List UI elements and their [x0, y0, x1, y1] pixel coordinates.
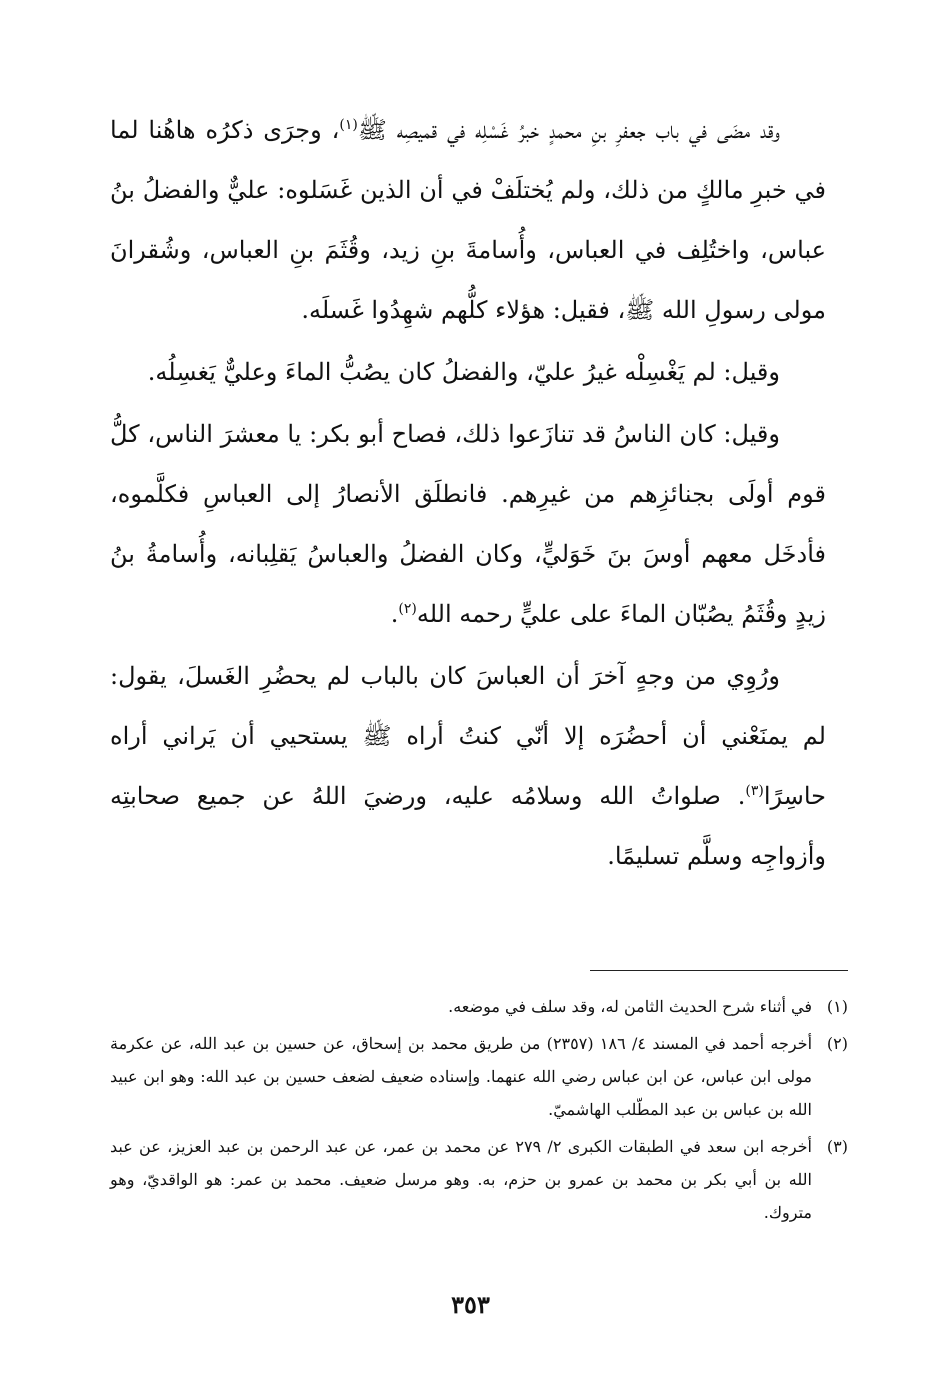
- paragraph-text: ورُوِي من وجهٍ آخرَ أن العباسَ كان بالباب لم يحضُرِ الغَسلَ، يقول: لم يمنَعْني أن أحضُرَه إلا أنّي كنتُ أراه ﷺ يستحيي أن يَراني أراه حاسِرًا: [110, 662, 826, 810]
- footnotes: [110, 990, 848, 1233]
- footnote-3: [110, 1130, 848, 1229]
- footnote-ref: (١): [339, 117, 358, 133]
- page-number: ٣٥٣: [451, 1290, 490, 1319]
- footnote-number: (١): [826, 997, 848, 1016]
- footnote-text: أخرجه أحمد في المسند ٤/ ١٨٦ (٢٣٥٧) من طريق محمد بن إسحاق، عن حسين بن عبد الله، عن عكرمة مولى ابن عباس، عن ابن عباس رضي الله عنهما. وإسناده ضعيف لضعف حسين بن عبد الله: وهو ابن عبيد الله بن عباس بن عبد المطّلب الهاشميّ.: [110, 1034, 813, 1119]
- footnote-number: (٣): [826, 1137, 848, 1156]
- footnote-text: في أثناء شرح الحديث الثامن له، وقد سلف في موضعه.: [448, 997, 812, 1016]
- paragraph-text: وقيل: لم يَغْسِلْه غيرُ عليّ، والفضلُ كان يصُبُّ الماءَ وعليٌّ يَغسِلُه.: [147, 358, 780, 386]
- main-text: [110, 100, 826, 886]
- footnote-text: أخرجه ابن سعد في الطبقات الكبرى ٢/ ٢٧٩ عن محمد بن عمر، عن عبد الرحمن بن عبد العزيز، عن عبد الله بن أبي بكر بن محمد بن عمرو بن حزم، به. وهو مرسل ضعيف. محمد بن عمر: هو الواقديّ، وهو متروك.: [110, 1137, 812, 1222]
- footnote-number: (٢): [826, 1034, 849, 1053]
- paragraph-text: وقيل: كان الناسُ قد تنازَعوا ذلك، فصاح أبو بكر: يا معشرَ الناس، كلُّ قوم أولَى بجنائزِهم من غيرِهم. فانطلَق الأنصارُ إلى العباسِ فكلَّموه، فأدخَل معهم أوسَ بنَ خَوَليٍّ، وكان الفضلُ والعباسُ يَقلِبانه، وأُسامةُ بنُ زيدٍ وقُثَمُ يصُبّان الماءَ على عليٍّ رحمه الله: [110, 420, 826, 628]
- paragraph-text: وقد مضَى في باب جعفرِ بنِ محمدٍ خبرُ غَسْلِه في قميصِه ﷺ: [357, 116, 781, 144]
- paragraph-4: [110, 646, 826, 886]
- footnote-divider: [590, 970, 848, 971]
- paragraph-text: .: [390, 600, 399, 628]
- footnote-ref: (٣): [745, 783, 764, 799]
- footnote-2: [110, 1027, 848, 1126]
- footnote-1: [110, 990, 848, 1023]
- paragraph-3: [110, 404, 826, 644]
- paragraph-text: ، وجرَى ذكرُه هاهُنا لما في خبرِ مالكٍ من ذلك، ولم يُختلَفْ في أن الذين غَسَلوه: عليٌّ والفضلُ بنُ عباس، واختُلِف في العباس، وأُسامةَ بنِ زيد، وقُثَمَ بنِ العباس، وشُقرانَ مولى رسولِ الله ﷺ، فقيل: هؤلاء كلُّهم شهِدُوا غَسلَه.: [110, 116, 827, 324]
- paragraph-1: [110, 100, 826, 340]
- footnote-ref: (٢): [398, 601, 417, 617]
- paragraph-2: [110, 342, 826, 402]
- paragraph-text: . صلواتُ الله وسلامُه عليه، ورضيَ اللهُ عن جميع صحابتِه وأزواجِه وسلَّم تسليمًا.: [110, 782, 826, 870]
